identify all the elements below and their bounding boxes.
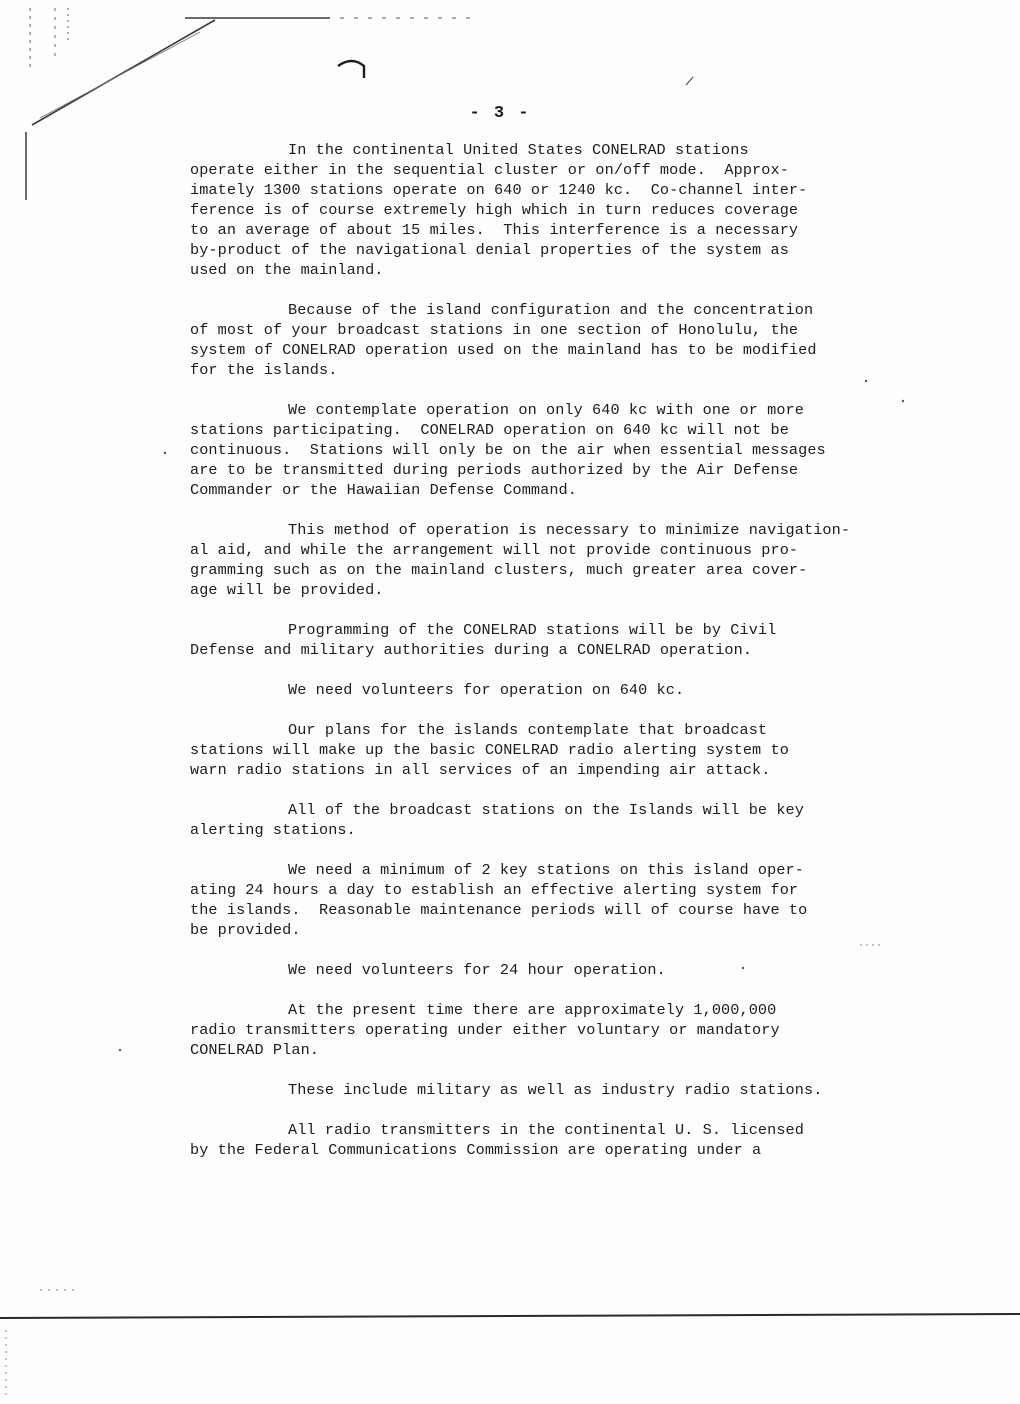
text-line: All radio transmitters in the continental U. S. licensed	[288, 1121, 804, 1139]
text-line: In the continental United States CONELRAD stations	[288, 141, 749, 159]
paragraph-volunteers-640	[190, 680, 890, 700]
text-line: by the Federal Communications Commission are operating under a	[190, 1141, 762, 1159]
text-line: Commander or the Hawaiian Defense Command.	[190, 481, 577, 499]
paragraph-military-industry	[190, 1080, 890, 1100]
paragraph-key-alerting	[190, 800, 890, 840]
text-line: for the islands.	[190, 361, 338, 379]
text-line: ating 24 hours a day to establish an effective alerting system for	[190, 881, 799, 899]
text-line: Defense and military authorities during a CONELRAD operation.	[190, 641, 753, 659]
text-line: system of CONELRAD operation used on the mainland has to be modified	[190, 341, 817, 359]
text-line: warn radio stations in all services of an impending air attack.	[190, 761, 771, 779]
text-line: by-product of the navigational denial properties of the system as	[190, 241, 789, 259]
text-line: of most of your broadcast stations in one section of Honolulu, the	[190, 321, 799, 339]
letter-body	[190, 140, 890, 1180]
text-line: We need volunteers for operation on 640 kc.	[288, 681, 685, 699]
paragraph-key-stations	[190, 860, 890, 940]
text-line: Because of the island configuration and the concentration	[288, 301, 814, 319]
text-line: This method of operation is necessary to minimize navigation-	[288, 521, 851, 539]
paragraph-alerting-plans	[190, 720, 890, 780]
text-line: These include military as well as industry radio stations.	[288, 1081, 823, 1099]
text-line: continuous. Stations will only be on the air when essential messages	[190, 441, 826, 459]
bottom-edge-line	[0, 1314, 1020, 1318]
text-line: We need a minimum of 2 key stations on this island oper-	[288, 861, 804, 879]
text-line: We contemplate operation on only 640 kc with one or more	[288, 401, 804, 419]
paragraph-volunteers-24h	[190, 960, 890, 980]
speck	[119, 1049, 121, 1051]
speck	[902, 400, 904, 402]
text-line: All of the broadcast stations on the Islands will be key	[288, 801, 804, 819]
bracket-mark	[338, 61, 364, 78]
text-line: gramming such as on the mainland clusters, much greater area cover-	[190, 561, 808, 579]
text-line: CONELRAD Plan.	[190, 1041, 319, 1059]
text-line: are to be transmitted during periods authorized by the Air Defense	[190, 461, 799, 479]
stray-mark	[686, 77, 693, 85]
corner-fold-line-2	[40, 32, 200, 118]
paragraph-fcc-licensed	[190, 1120, 890, 1160]
text-line: radio transmitters operating under either voluntary or mandatory	[190, 1021, 780, 1039]
text-line: alerting stations.	[190, 821, 356, 839]
text-line: used on the mainland.	[190, 261, 384, 279]
text-line: stations participating. CONELRAD operation on 640 kc will not be	[190, 421, 789, 439]
paragraph-640kc-operation	[190, 400, 890, 500]
page-number: - 3 -	[469, 104, 531, 123]
corner-fold-line	[32, 20, 215, 125]
paragraph-transmitter-count	[190, 1000, 890, 1060]
text-line: imately 1300 stations operate on 640 or 1240 kc. Co-channel inter-	[190, 181, 808, 199]
text-line: age will be provided.	[190, 581, 384, 599]
text-line: stations will make up the basic CONELRAD radio alerting system to	[190, 741, 789, 759]
text-line: Programming of the CONELRAD stations will be by Civil	[288, 621, 777, 639]
paragraph-conelrad-mainland	[190, 140, 890, 280]
text-line: be provided.	[190, 921, 301, 939]
text-line: al aid, and while the arrangement will not provide continuous pro-	[190, 541, 799, 559]
text-line: to an average of about 15 miles. This interference is a necessary	[190, 221, 799, 239]
paragraph-programming	[190, 620, 890, 660]
text-line: At the present time there are approximately 1,000,000	[288, 1001, 777, 1019]
text-line: Our plans for the islands contemplate that broadcast	[288, 721, 768, 739]
speck	[164, 452, 166, 454]
text-line: the islands. Reasonable maintenance periods will of course have to	[190, 901, 808, 919]
text-line: ference is of course extremely high which in turn reduces coverage	[190, 201, 799, 219]
paragraph-method-of-operation	[190, 520, 890, 600]
text-line: operate either in the sequential cluster or on/off mode. Approx-	[190, 161, 789, 179]
paragraph-island-configuration	[190, 300, 890, 380]
text-line: We need volunteers for 24 hour operation.	[288, 961, 666, 979]
